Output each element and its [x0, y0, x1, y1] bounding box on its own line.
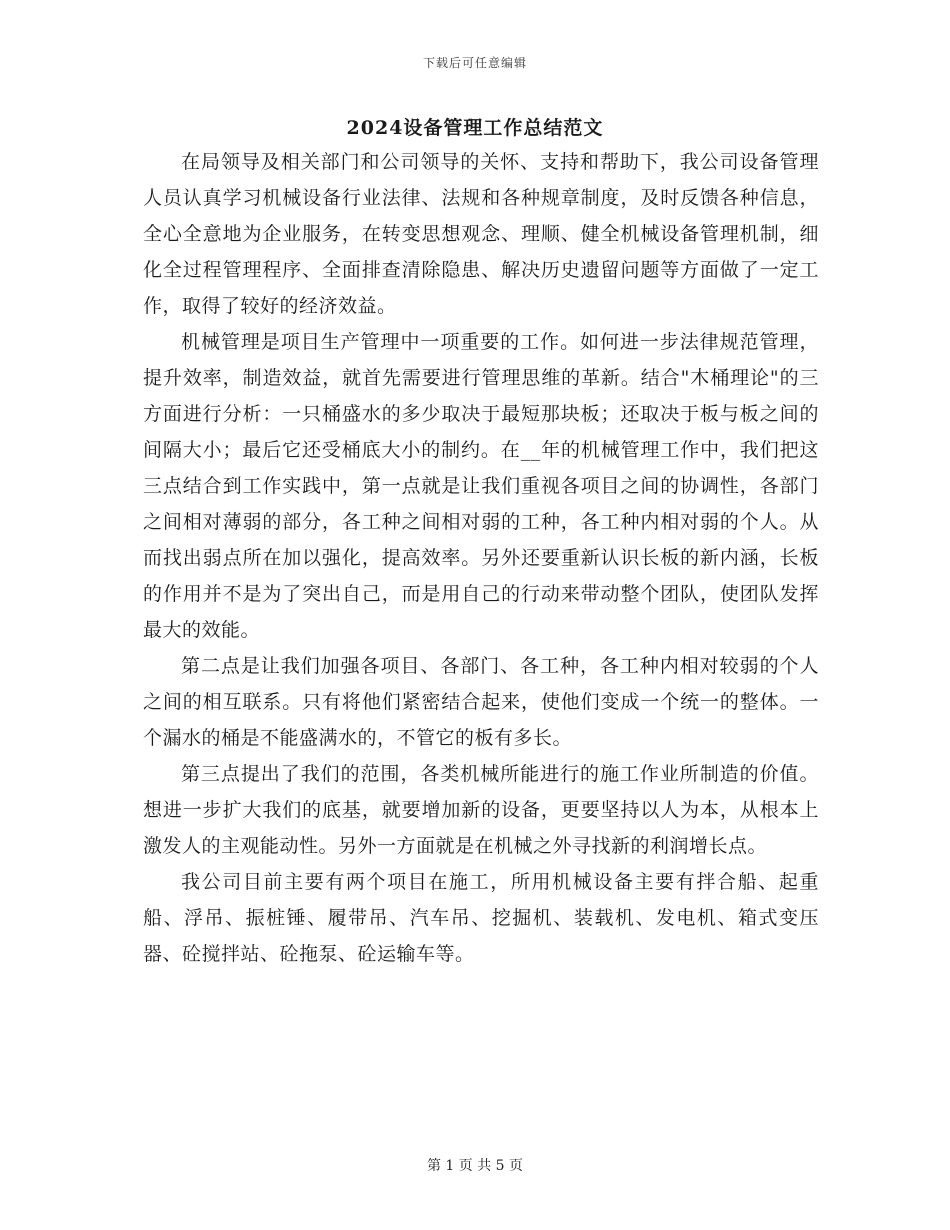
paragraph-4: 第三点提出了我们的范围，各类机械所能进行的施工作业所制造的价值。想进一步扩大我们的底基，就要增加新的设备，更要坚持以人为本，从根本上激发人的主观能动性。另外一方面就是在机械之外寻找新的利润增长点。: [143, 763, 819, 857]
header-note: 下载后可任意编辑: [422, 56, 527, 70]
paragraph-3: 第二点是让我们加强各项目、各部门、各工种，各工种内相对较弱的个人之间的相互联系。只有将他们紧密结合起来，使他们变成一个统一的整体。一个漏水的桶是不能盛满水的，不管它的板有多长。: [143, 655, 819, 749]
document-body: [143, 144, 819, 972]
document-title: 2024设备管理工作总结范文: [346, 117, 604, 139]
page-number-footer: 第 1 页 共 5 页: [426, 1158, 524, 1174]
paragraph-1: 在局领导及相关部门和公司领导的关怀、支持和帮助下，我公司设备管理人员认真学习机械设备行业法律、法规和各种规章制度，及时反馈各种信息，全心全意地为企业服务，在转变思想观念、理顺、健全机械设备管理机制，细化全过程管理程序、全面排查清除隐患、解决历史遗留问题等方面做了一定工作，取得了较好的经济效益。: [143, 151, 819, 317]
paragraph-2: 机械管理是项目生产管理中一项重要的工作。如何进一步法律规范管理，提升效率，制造效益，就首先需要进行管理思维的革新。结合"木桶理论"的三方面进行分析：一只桶盛水的多少取决于最短那块板；还取决于板与板之间的间隔大小；最后它还受桶底大小的制约。在__年的机械管理工作中，我们把这三点结合到工作实践中，第一点就是让我们重视各项目之间的协调性，各部门之间相对薄弱的部分，各工种之间相对弱的工种，各工种内相对弱的个人。从而找出弱点所在加以强化，提高效率。另外还要重新认识长板的新内涵，长板的作用并不是为了突出自己，而是用自己的行动来带动整个团队，使团队发挥最大的效能。: [143, 331, 819, 641]
paragraph-5: 我公司目前主要有两个项目在施工，所用机械设备主要有拌合船、起重船、浮吊、振桩锤、履带吊、汽车吊、挖掘机、装载机、发电机、箱式变压器、砼搅拌站、砼拖泵、砼运输车等。: [143, 871, 819, 965]
